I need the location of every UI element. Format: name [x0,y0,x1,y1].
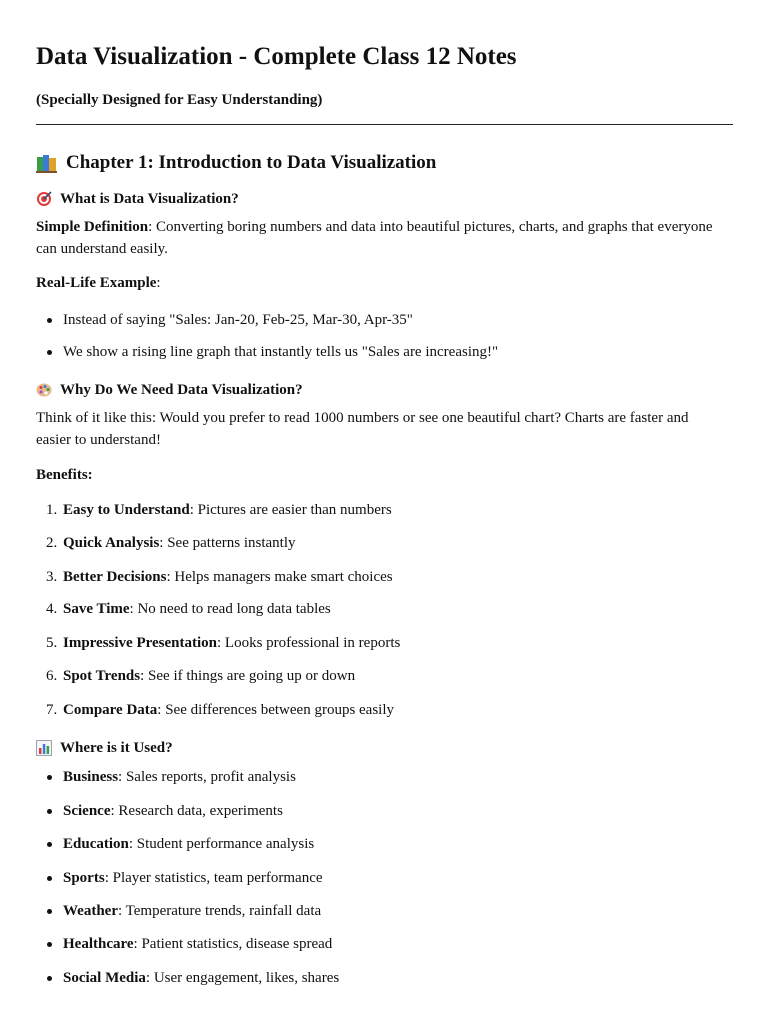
usage-item [63,833,314,855]
usage-term: Science [63,803,111,819]
chapter-heading-text: Chapter 1: Introduction to Data Visualization [66,152,437,173]
usage-item [63,967,339,989]
bullet-dot [47,909,52,914]
chapter-heading [36,150,436,176]
benefit-item [63,499,392,521]
what-is-heading-text: What is Data Visualization? [60,191,239,207]
list-number: 1. [46,502,58,518]
where-heading [36,738,173,758]
list-number: 6. [46,668,58,684]
target-icon [36,191,52,207]
bullet-dot [47,318,52,323]
list-number: 5. [46,635,58,651]
benefit-desc: : Looks professional in reports [217,635,401,651]
books-icon [36,153,58,173]
horizontal-divider [36,124,733,125]
bullet-dot [47,775,52,780]
usage-item [63,867,323,889]
bullet-dot [47,876,52,881]
definition-paragraph [36,216,726,260]
usage-term: Sports [63,870,105,886]
bullet-dot [47,842,52,847]
bullet-dot [47,976,52,981]
why-heading-text: Why Do We Need Data Visualization? [60,382,303,398]
definition-text: : Converting boring numbers and data into beautiful pictures, charts, and graphs that everyone can understand easily. [36,219,713,257]
benefit-term: Compare Data [63,702,158,718]
usage-item [63,800,283,822]
usage-item [63,900,321,922]
list-number: 3. [46,569,58,585]
benefit-desc: : Pictures are easier than numbers [189,502,392,518]
list-number: 2. [46,535,58,551]
usage-term: Healthcare [63,936,134,952]
where-heading-text: Where is it Used? [60,740,173,756]
usage-desc: : Research data, experiments [110,803,283,819]
benefit-desc: : See patterns instantly [159,535,296,551]
usage-desc: : Student performance analysis [128,836,315,852]
usage-term: Business [63,769,119,785]
usage-desc: : Temperature trends, rainfall data [117,903,322,919]
page-title: Data Visualization - Complete Class 12 Notes [36,43,517,70]
usage-term: Weather [63,903,118,919]
why-heading [36,380,303,400]
usage-desc: : User engagement, likes, shares [145,970,340,986]
benefit-term: Better Decisions [63,569,167,585]
benefit-term: Easy to Understand [63,502,190,518]
example-label-line [36,272,161,294]
usage-desc: : Sales reports, profit analysis [118,769,296,785]
benefit-desc: : See if things are going up or down [140,668,356,684]
benefit-item [63,532,296,554]
benefit-term: Quick Analysis [63,535,160,551]
why-paragraph: Think of it like this: Would you prefer to read 1000 numbers or see one beautiful chart? Charts are faster and easier to understand! [36,410,689,448]
list-number: 4. [46,601,58,617]
example-colon: : [156,275,161,291]
benefit-item [63,598,331,620]
usage-item [63,766,296,788]
usage-term: Social Media [63,970,146,986]
example-label: Real-Life Example [36,275,157,291]
what-is-heading [36,189,239,209]
bullet-dot [47,942,52,947]
benefit-desc: : No need to read long data tables [129,601,331,617]
bullet-dot [47,350,52,355]
usage-item [63,933,332,955]
benefit-item [63,665,355,687]
definition-label: Simple Definition [36,219,149,235]
usage-desc: : Patient statistics, disease spread [133,936,333,952]
benefit-term: Impressive Presentation [63,635,218,651]
bar-chart-icon [36,740,52,756]
benefit-term: Save Time [63,601,130,617]
list-item: Instead of saying "Sales: Jan-20, Feb-25, Mar-30, Apr-35" [63,312,413,328]
benefit-item [63,566,393,588]
page-subtitle: (Specially Designed for Easy Understanding) [36,92,323,108]
usage-term: Education [63,836,129,852]
list-number: 7. [46,702,58,718]
usage-desc: : Player statistics, team performance [104,870,323,886]
benefit-desc: : Helps managers make smart choices [166,569,393,585]
benefits-label-text: Benefits: [36,467,93,483]
benefit-term: Spot Trends [63,668,141,684]
bullet-dot [47,809,52,814]
palette-icon [36,382,52,398]
benefit-desc: : See differences between groups easily [157,702,395,718]
benefit-item [63,699,394,721]
list-item: We show a rising line graph that instantly tells us "Sales are increasing!" [63,344,499,360]
benefits-label [36,464,93,486]
benefit-item [63,632,400,654]
